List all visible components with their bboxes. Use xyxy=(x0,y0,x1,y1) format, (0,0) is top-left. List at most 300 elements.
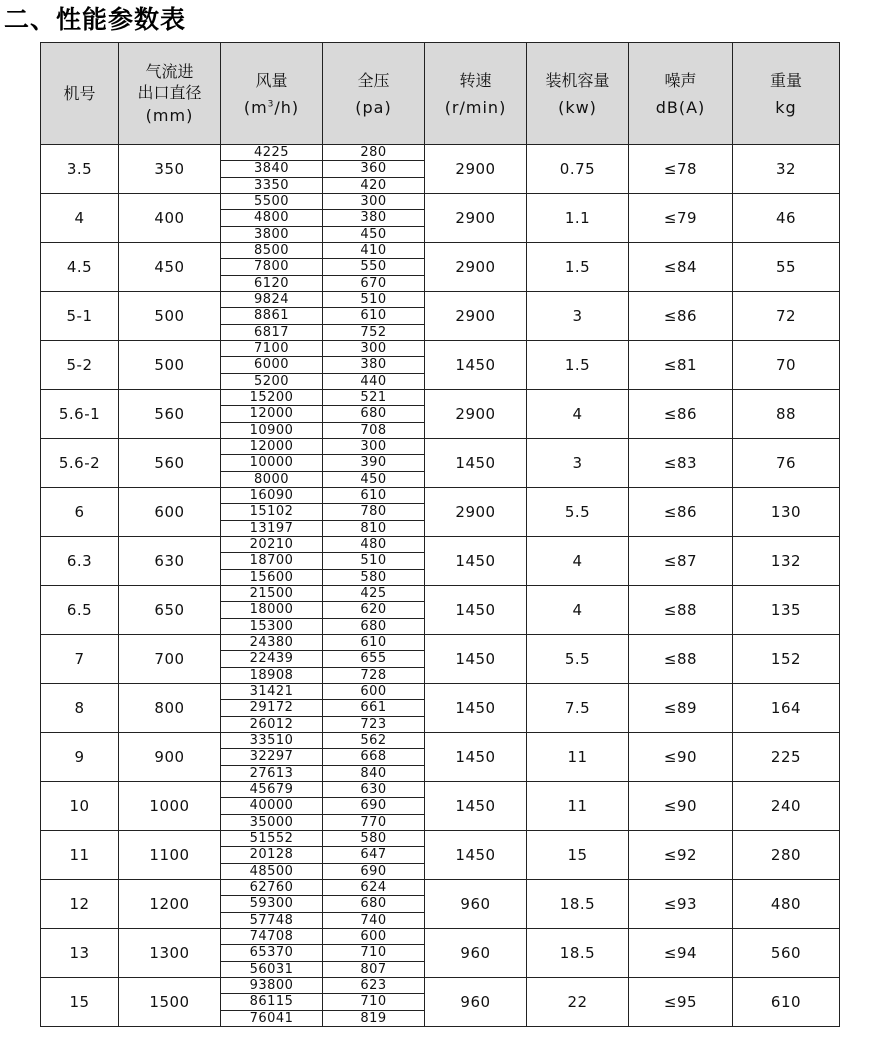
cell-weight: 88 xyxy=(733,390,840,439)
cell-pressure xyxy=(323,488,425,537)
cell-airflow xyxy=(221,635,323,684)
cell-power: 0.75 xyxy=(527,145,629,194)
cell-pressure-value: 480 xyxy=(360,537,387,553)
header-pressure-unit: (pa) xyxy=(355,97,392,117)
cell-airflow-value: 7800 xyxy=(221,258,322,274)
cell-airflow-value: 10000 xyxy=(221,454,322,470)
cell-airflow-value: 13197 xyxy=(221,520,322,536)
cell-speed: 1450 xyxy=(425,733,527,782)
cell-model: 6 xyxy=(41,488,119,537)
cell-airflow-value: 59300 xyxy=(221,895,322,911)
cell-diameter: 560 xyxy=(119,439,221,488)
cell-diameter: 1200 xyxy=(119,880,221,929)
cell-speed: 960 xyxy=(425,978,527,1027)
cell-noise: ≤86 xyxy=(629,292,733,341)
cell-pressure xyxy=(323,390,425,439)
cell-pressure-value: 752 xyxy=(323,324,424,340)
cell-pressure-value: 710 xyxy=(323,944,424,960)
cell-pressure-value: 740 xyxy=(323,912,424,928)
cell-weight: 132 xyxy=(733,537,840,586)
header-airflow-unit xyxy=(221,97,322,118)
cell-diameter: 700 xyxy=(119,635,221,684)
cell-power: 18.5 xyxy=(527,929,629,978)
section-title: 二、性能参数表 xyxy=(4,5,187,34)
cell-airflow-value: 15300 xyxy=(221,618,322,634)
cell-pressure-value: 680 xyxy=(323,895,424,911)
cell-pressure xyxy=(323,733,425,782)
cell-speed: 2900 xyxy=(425,292,527,341)
cell-airflow-value: 18908 xyxy=(221,667,322,683)
cell-airflow-value: 35000 xyxy=(221,814,322,830)
cell-pressure-value: 562 xyxy=(360,733,387,749)
cell-noise: ≤88 xyxy=(629,635,733,684)
table-row xyxy=(41,439,840,488)
header-airflow xyxy=(221,43,323,145)
cell-model: 5.6-1 xyxy=(41,390,119,439)
cell-pressure-value: 510 xyxy=(360,292,387,308)
header-model xyxy=(41,43,119,145)
cell-speed: 1450 xyxy=(425,341,527,390)
table-row xyxy=(41,537,840,586)
cell-pressure-value: 300 xyxy=(360,439,387,455)
cell-airflow-value: 51552 xyxy=(249,831,294,847)
cell-diameter: 800 xyxy=(119,684,221,733)
cell-pressure-value: 280 xyxy=(360,145,387,161)
cell-diameter: 500 xyxy=(119,341,221,390)
cell-airflow-value: 5500 xyxy=(253,194,290,210)
cell-airflow xyxy=(221,831,323,880)
cell-pressure-value: 807 xyxy=(323,961,424,977)
cell-model: 4 xyxy=(41,194,119,243)
cell-speed: 2900 xyxy=(425,194,527,243)
cell-pressure-value: 390 xyxy=(323,454,424,470)
cell-airflow xyxy=(221,586,323,635)
cell-weight: 72 xyxy=(733,292,840,341)
cell-pressure-value: 510 xyxy=(323,552,424,568)
cell-model: 10 xyxy=(41,782,119,831)
cell-airflow-value: 27613 xyxy=(221,765,322,781)
cell-weight: 55 xyxy=(733,243,840,292)
table-row xyxy=(41,929,840,978)
table-row xyxy=(41,586,840,635)
cell-airflow-value: 8500 xyxy=(253,243,290,259)
cell-diameter: 1100 xyxy=(119,831,221,880)
cell-airflow xyxy=(221,733,323,782)
table-row xyxy=(41,733,840,782)
cell-speed: 1450 xyxy=(425,782,527,831)
cell-pressure xyxy=(323,880,425,929)
cell-airflow-value: 9824 xyxy=(253,292,290,308)
cell-airflow-value: 16090 xyxy=(249,488,294,504)
cell-speed: 1450 xyxy=(425,831,527,880)
cell-pressure-value: 600 xyxy=(360,684,387,700)
cell-model: 13 xyxy=(41,929,119,978)
cell-weight: 240 xyxy=(733,782,840,831)
cell-pressure-value: 780 xyxy=(323,503,424,519)
cell-power: 1.5 xyxy=(527,341,629,390)
cell-airflow-value: 31421 xyxy=(249,684,294,700)
cell-airflow xyxy=(221,880,323,929)
cell-pressure-value: 680 xyxy=(323,405,424,421)
cell-model: 9 xyxy=(41,733,119,782)
cell-diameter: 1500 xyxy=(119,978,221,1027)
cell-diameter: 500 xyxy=(119,292,221,341)
cell-airflow-value: 21500 xyxy=(249,586,294,602)
cell-airflow-value: 15102 xyxy=(221,503,322,519)
cell-pressure xyxy=(323,635,425,684)
cell-airflow-value: 12000 xyxy=(249,439,294,455)
header-noise xyxy=(629,43,733,145)
cell-model: 5.6-2 xyxy=(41,439,119,488)
cell-power: 5.5 xyxy=(527,488,629,537)
cell-pressure xyxy=(323,439,425,488)
cell-pressure-value: 420 xyxy=(323,177,424,193)
header-diameter-line1: 气流进 xyxy=(145,62,194,81)
cell-airflow-value: 45679 xyxy=(249,782,294,798)
cell-pressure-value: 450 xyxy=(323,471,424,487)
cell-noise: ≤95 xyxy=(629,978,733,1027)
cell-weight: 46 xyxy=(733,194,840,243)
cell-speed: 1450 xyxy=(425,537,527,586)
cell-speed: 1450 xyxy=(425,684,527,733)
header-pressure-label: 全压 xyxy=(357,70,390,90)
cell-noise: ≤86 xyxy=(629,390,733,439)
cell-pressure xyxy=(323,586,425,635)
cell-power: 4 xyxy=(527,537,629,586)
cell-pressure xyxy=(323,243,425,292)
cell-noise: ≤78 xyxy=(629,145,733,194)
cell-airflow-value: 62760 xyxy=(249,880,294,896)
cell-pressure-value: 623 xyxy=(360,978,387,994)
cell-airflow-value: 18700 xyxy=(221,552,322,568)
cell-noise: ≤83 xyxy=(629,439,733,488)
cell-pressure xyxy=(323,978,425,1027)
airflow-unit-sup: 3 xyxy=(267,99,275,110)
cell-airflow xyxy=(221,537,323,586)
header-speed-label: 转速 xyxy=(459,70,492,90)
cell-pressure-value: 380 xyxy=(323,356,424,372)
cell-airflow xyxy=(221,978,323,1027)
cell-noise: ≤94 xyxy=(629,929,733,978)
cell-airflow-value: 8861 xyxy=(221,307,322,323)
cell-speed: 960 xyxy=(425,880,527,929)
cell-airflow-value: 33510 xyxy=(249,733,294,749)
cell-power: 4 xyxy=(527,586,629,635)
cell-weight: 32 xyxy=(733,145,840,194)
cell-speed: 2900 xyxy=(425,243,527,292)
table-header xyxy=(41,43,840,145)
cell-pressure-value: 728 xyxy=(323,667,424,683)
header-power xyxy=(527,43,629,145)
cell-noise: ≤90 xyxy=(629,782,733,831)
cell-speed: 960 xyxy=(425,929,527,978)
cell-weight: 164 xyxy=(733,684,840,733)
cell-airflow-value: 4800 xyxy=(221,209,322,225)
header-diameter xyxy=(119,43,221,145)
cell-pressure-value: 580 xyxy=(323,569,424,585)
table-row xyxy=(41,243,840,292)
cell-pressure xyxy=(323,145,425,194)
cell-diameter: 600 xyxy=(119,488,221,537)
cell-airflow-value: 15600 xyxy=(221,569,322,585)
cell-noise: ≤92 xyxy=(629,831,733,880)
table-row xyxy=(41,341,840,390)
table-row xyxy=(41,194,840,243)
cell-airflow xyxy=(221,684,323,733)
cell-pressure xyxy=(323,194,425,243)
cell-model: 5-2 xyxy=(41,341,119,390)
cell-diameter: 350 xyxy=(119,145,221,194)
cell-power: 4 xyxy=(527,390,629,439)
table-row xyxy=(41,880,840,929)
cell-airflow-value: 3840 xyxy=(221,160,322,176)
cell-model: 5-1 xyxy=(41,292,119,341)
cell-airflow-value: 40000 xyxy=(221,797,322,813)
cell-noise: ≤86 xyxy=(629,488,733,537)
cell-diameter: 630 xyxy=(119,537,221,586)
cell-noise: ≤89 xyxy=(629,684,733,733)
header-speed xyxy=(425,43,527,145)
cell-noise: ≤79 xyxy=(629,194,733,243)
header-weight-unit: kg xyxy=(775,97,797,117)
cell-airflow-value: 18000 xyxy=(221,601,322,617)
cell-pressure xyxy=(323,537,425,586)
cell-airflow xyxy=(221,782,323,831)
cell-speed: 1450 xyxy=(425,439,527,488)
cell-airflow-value: 8000 xyxy=(221,471,322,487)
cell-pressure-value: 410 xyxy=(360,243,387,259)
cell-airflow-value: 48500 xyxy=(221,863,322,879)
cell-airflow xyxy=(221,292,323,341)
cell-pressure-value: 300 xyxy=(360,194,387,210)
cell-airflow-value: 3800 xyxy=(221,226,322,242)
cell-airflow-value: 10900 xyxy=(221,422,322,438)
cell-model: 6.3 xyxy=(41,537,119,586)
cell-pressure xyxy=(323,684,425,733)
cell-weight: 280 xyxy=(733,831,840,880)
table-row xyxy=(41,488,840,537)
cell-airflow-value: 7100 xyxy=(253,341,290,357)
cell-pressure-value: 819 xyxy=(323,1010,424,1026)
cell-pressure-value: 610 xyxy=(360,635,387,651)
header-diameter-unit: (mm) xyxy=(145,106,194,125)
cell-model: 11 xyxy=(41,831,119,880)
table-row xyxy=(41,782,840,831)
cell-pressure-value: 580 xyxy=(360,831,387,847)
cell-pressure-value: 647 xyxy=(323,846,424,862)
cell-noise: ≤81 xyxy=(629,341,733,390)
cell-speed: 1450 xyxy=(425,635,527,684)
cell-airflow-value: 3350 xyxy=(221,177,322,193)
header-power-label: 装机容量 xyxy=(545,70,610,90)
cell-pressure-value: 610 xyxy=(323,307,424,323)
cell-weight: 480 xyxy=(733,880,840,929)
cell-diameter: 650 xyxy=(119,586,221,635)
cell-diameter: 900 xyxy=(119,733,221,782)
cell-noise: ≤90 xyxy=(629,733,733,782)
cell-pressure xyxy=(323,782,425,831)
airflow-unit-pre: (m xyxy=(243,97,268,117)
cell-airflow xyxy=(221,145,323,194)
cell-pressure-value: 690 xyxy=(323,797,424,813)
cell-pressure-value: 380 xyxy=(323,209,424,225)
cell-airflow xyxy=(221,243,323,292)
cell-pressure-value: 670 xyxy=(323,275,424,291)
cell-airflow-value: 29172 xyxy=(221,699,322,715)
cell-speed: 2900 xyxy=(425,488,527,537)
header-model-label: 机号 xyxy=(63,84,96,103)
cell-pressure-value: 630 xyxy=(360,782,387,798)
cell-airflow-value: 6120 xyxy=(221,275,322,291)
cell-pressure-value: 550 xyxy=(323,258,424,274)
cell-model: 12 xyxy=(41,880,119,929)
header-weight xyxy=(733,43,840,145)
cell-weight: 560 xyxy=(733,929,840,978)
cell-airflow-value: 15200 xyxy=(249,390,294,406)
cell-pressure-value: 710 xyxy=(323,993,424,1009)
table-row xyxy=(41,635,840,684)
cell-airflow xyxy=(221,929,323,978)
header-airflow-label: 风量 xyxy=(255,70,288,90)
cell-airflow-value: 74708 xyxy=(249,929,294,945)
cell-diameter: 1300 xyxy=(119,929,221,978)
cell-power: 1.5 xyxy=(527,243,629,292)
cell-diameter: 400 xyxy=(119,194,221,243)
cell-pressure xyxy=(323,341,425,390)
cell-power: 1.1 xyxy=(527,194,629,243)
cell-airflow-value: 32297 xyxy=(221,748,322,764)
table-row xyxy=(41,978,840,1027)
cell-model: 4.5 xyxy=(41,243,119,292)
cell-pressure-value: 770 xyxy=(323,814,424,830)
cell-model: 3.5 xyxy=(41,145,119,194)
cell-pressure-value: 690 xyxy=(323,863,424,879)
cell-pressure-value: 624 xyxy=(360,880,387,896)
table-row xyxy=(41,292,840,341)
cell-speed: 2900 xyxy=(425,145,527,194)
cell-pressure-value: 300 xyxy=(360,341,387,357)
cell-airflow-value: 6817 xyxy=(221,324,322,340)
cell-airflow-value: 20210 xyxy=(249,537,294,553)
performance-table xyxy=(40,42,840,1027)
header-diameter-line2: 出口直径 xyxy=(137,83,202,102)
table-row xyxy=(41,684,840,733)
cell-pressure-value: 521 xyxy=(360,390,387,406)
table-row xyxy=(41,831,840,880)
cell-pressure-value: 450 xyxy=(323,226,424,242)
cell-diameter: 450 xyxy=(119,243,221,292)
cell-pressure xyxy=(323,831,425,880)
cell-noise: ≤84 xyxy=(629,243,733,292)
cell-weight: 152 xyxy=(733,635,840,684)
cell-pressure-value: 708 xyxy=(323,422,424,438)
header-speed-unit: (r/min) xyxy=(444,97,507,117)
cell-diameter: 560 xyxy=(119,390,221,439)
cell-pressure xyxy=(323,292,425,341)
cell-airflow-value: 24380 xyxy=(249,635,294,651)
cell-pressure-value: 810 xyxy=(323,520,424,536)
cell-airflow-value: 5200 xyxy=(221,373,322,389)
cell-weight: 135 xyxy=(733,586,840,635)
cell-speed: 2900 xyxy=(425,390,527,439)
cell-pressure-value: 440 xyxy=(323,373,424,389)
cell-airflow-value: 20128 xyxy=(221,846,322,862)
cell-power: 18.5 xyxy=(527,880,629,929)
cell-airflow-value: 93800 xyxy=(249,978,294,994)
table-row xyxy=(41,390,840,439)
cell-pressure xyxy=(323,929,425,978)
cell-airflow xyxy=(221,390,323,439)
cell-power: 7.5 xyxy=(527,684,629,733)
cell-airflow xyxy=(221,194,323,243)
cell-noise: ≤93 xyxy=(629,880,733,929)
cell-airflow-value: 86115 xyxy=(221,993,322,1009)
cell-weight: 225 xyxy=(733,733,840,782)
cell-airflow xyxy=(221,488,323,537)
cell-airflow-value: 22439 xyxy=(221,650,322,666)
cell-airflow-value: 26012 xyxy=(221,716,322,732)
cell-pressure-value: 840 xyxy=(323,765,424,781)
cell-model: 8 xyxy=(41,684,119,733)
cell-airflow-value: 65370 xyxy=(221,944,322,960)
cell-pressure-value: 360 xyxy=(323,160,424,176)
header-noise-label: 噪声 xyxy=(664,70,697,90)
header-pressure xyxy=(323,43,425,145)
cell-airflow-value: 76041 xyxy=(221,1010,322,1026)
cell-weight: 76 xyxy=(733,439,840,488)
cell-power: 5.5 xyxy=(527,635,629,684)
cell-model: 6.5 xyxy=(41,586,119,635)
cell-power: 3 xyxy=(527,292,629,341)
cell-pressure-value: 680 xyxy=(323,618,424,634)
cell-model: 15 xyxy=(41,978,119,1027)
cell-weight: 610 xyxy=(733,978,840,1027)
cell-pressure-value: 600 xyxy=(360,929,387,945)
cell-power: 11 xyxy=(527,733,629,782)
cell-noise: ≤87 xyxy=(629,537,733,586)
cell-model: 7 xyxy=(41,635,119,684)
cell-airflow-value: 57748 xyxy=(221,912,322,928)
header-weight-label: 重量 xyxy=(769,70,802,90)
cell-power: 15 xyxy=(527,831,629,880)
airflow-unit-post: /h) xyxy=(274,97,300,117)
table-body xyxy=(41,145,840,1027)
cell-pressure-value: 661 xyxy=(323,699,424,715)
cell-airflow-value: 12000 xyxy=(221,405,322,421)
cell-airflow-value: 4225 xyxy=(253,145,290,161)
cell-pressure-value: 668 xyxy=(323,748,424,764)
cell-power: 22 xyxy=(527,978,629,1027)
cell-power: 3 xyxy=(527,439,629,488)
cell-power: 11 xyxy=(527,782,629,831)
header-power-unit: (kw) xyxy=(558,97,597,117)
cell-airflow-value: 6000 xyxy=(221,356,322,372)
cell-pressure-value: 620 xyxy=(323,601,424,617)
cell-diameter: 1000 xyxy=(119,782,221,831)
cell-pressure-value: 610 xyxy=(360,488,387,504)
cell-weight: 130 xyxy=(733,488,840,537)
cell-speed: 1450 xyxy=(425,586,527,635)
cell-weight: 70 xyxy=(733,341,840,390)
header-noise-unit: dB(A) xyxy=(655,97,706,117)
cell-airflow xyxy=(221,439,323,488)
cell-pressure-value: 655 xyxy=(323,650,424,666)
cell-airflow xyxy=(221,341,323,390)
cell-noise: ≤88 xyxy=(629,586,733,635)
cell-pressure-value: 425 xyxy=(360,586,387,602)
table-row xyxy=(41,145,840,194)
cell-airflow-value: 56031 xyxy=(221,961,322,977)
